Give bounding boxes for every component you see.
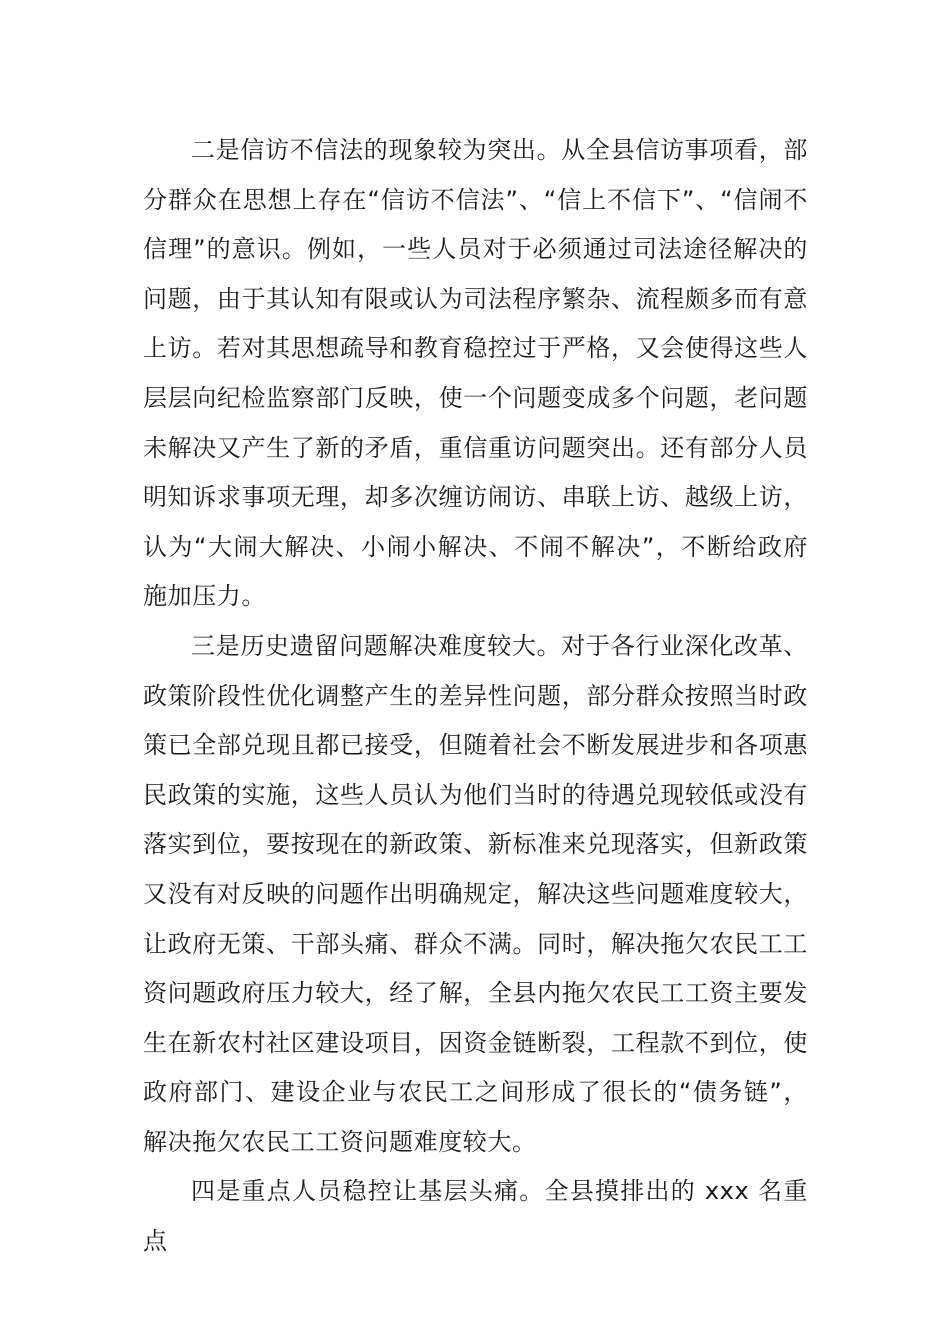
paragraph-key-personnel: 四是重点人员稳控让基层头痛。全县摸排出的 xxx 名重点: [143, 1177, 808, 1256]
paragraph-historical-issues: 三是历史遗留问题解决难度较大。对于各行业深化改革、政策阶段性优化调整产生的差异性问题，部分群众按照当时政策已全部兑现且都已接受，但随着社会不断发展进步和各项惠民政策的实施，这些人员认为他们当时的待遇兑现较低或没有落实到位，要按现在的新政策、新标准来兑现落实，但新政策又没有对反映的问题作出明确规定，解决这些问题难度较大，让政府无策、干部头痛、群众不满。同时，解决拖欠农民工工资问题政府压力较大，经了解，全县内拖欠农民工工资主要发生在新农村社区建设项目，因资金链断裂，工程款不到位，使政府部门、建设企业与农民工之间形成了很长的“债务链”，解决拖欠农民工工资问题难度较大。: [143, 631, 808, 1156]
document-body: [143, 126, 808, 1267]
paragraph-petition-over-law: 二是信访不信法的现象较为突出。从全县信访事项看，部分群众在思想上存在“信访不信法”、“信上不信下”、“信闹不信理”的意识。例如，一些人员对于必须通过司法途径解决的问题，由于其认知有限或认为司法程序繁杂、流程颇多而有意上访。若对其思想疏导和教育稳控过于严格，又会使得这些人层层向纪检监察部门反映，使一个问题变成多个问题，老问题未解决又产生了新的矛盾，重信重访问题突出。还有部分人员明知诉求事项无理，却多次缠访闹访、串联上访、越级上访，认为“大闹大解决、小闹小解决、不闹不解决”，不断给政府施加压力。: [143, 136, 808, 611]
